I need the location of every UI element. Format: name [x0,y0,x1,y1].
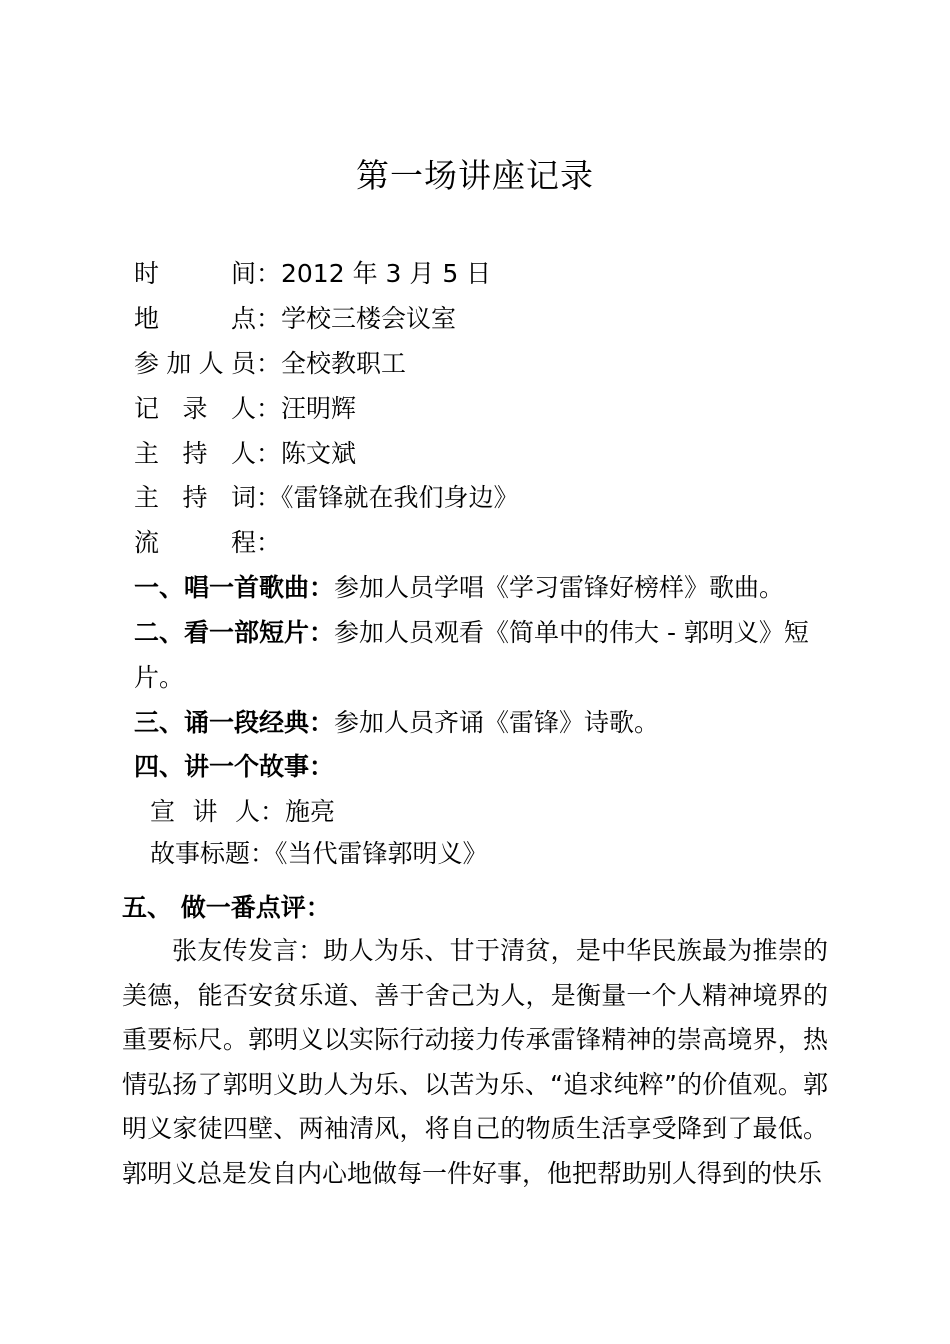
page-title: 第一场讲座记录 [356,156,594,195]
recorder-value: ：汪明辉 [256,394,357,423]
place-label: 地点 [134,304,256,333]
speech-value: ：《雷锋就在我们身边》 [256,483,519,512]
info-attendees [134,344,406,384]
place-value: ：学校三楼会议室 [256,304,457,333]
item-two-continued [134,658,184,698]
item-two-text: 参加人员观看《简单中的伟大 - 郭明义》短 [334,618,809,647]
story-title-label: 故事标题 [150,839,251,868]
item-four-heading: 四、讲一个故事： [134,752,335,781]
item-two [134,613,809,653]
time-value: ：2012 年 3 月 5 日 [256,259,492,288]
item-one-text: 参加人员学唱《学习雷锋好榜样》歌曲。 [334,573,785,602]
recorder-label: 记录人 [134,394,256,423]
info-process [134,523,281,563]
story-title-value: ：《当代雷锋郭明义》 [250,839,488,868]
attendees-label: 参加人员 [134,349,256,378]
item-one-heading: 一、唱一首歌曲： [134,573,335,602]
item-four-presenter [150,792,335,832]
process-value: ： [256,528,282,557]
item-four [134,747,334,787]
host-label: 主持人 [134,439,256,468]
info-recorder [134,389,356,429]
time-label: 时间 [134,259,256,288]
item-three-text: 参加人员齐诵《雷锋》诗歌。 [334,708,660,737]
presenter-label: 宣讲人 [150,797,260,826]
comment-paragraph: 张友传发言：助人为乐、甘于清贫，是中华民族最为推崇的美德，能否安贫乐道、善于舍己为人，是衡量一个人精神境界的重要标尺。郭明义以实际行动接力传承雷锋精神的崇高境界，热情弘扬了郭明义助人为乐、以苦为乐、“追求纯粹”的价值观。郭明义家徒四壁、两袖清风，将自己的物质生活享受降到了最低。郭明义总是发自内心地做每一件好事，他把帮助别人得到的快乐 [122,936,828,1188]
item-two-heading: 二、看一部短片： [134,618,335,647]
item-two-text-cont: 片。 [134,663,185,692]
item-five-heading: 五、 做一番点评： [122,893,331,922]
info-host [134,434,356,474]
item-four-story-title [150,834,488,874]
process-label: 流程 [134,528,256,557]
attendees-value: ：全校教职工 [256,349,407,378]
host-value: ：陈文斌 [256,439,357,468]
info-time [134,254,491,294]
item-one [134,568,784,608]
info-speech [134,478,519,518]
info-place [134,299,456,339]
speech-label: 主持词 [134,483,256,512]
item-five [122,888,331,928]
item-three-heading: 三、诵一段经典： [134,708,335,737]
item-three [134,703,659,743]
presenter-value: ：施亮 [260,797,336,826]
